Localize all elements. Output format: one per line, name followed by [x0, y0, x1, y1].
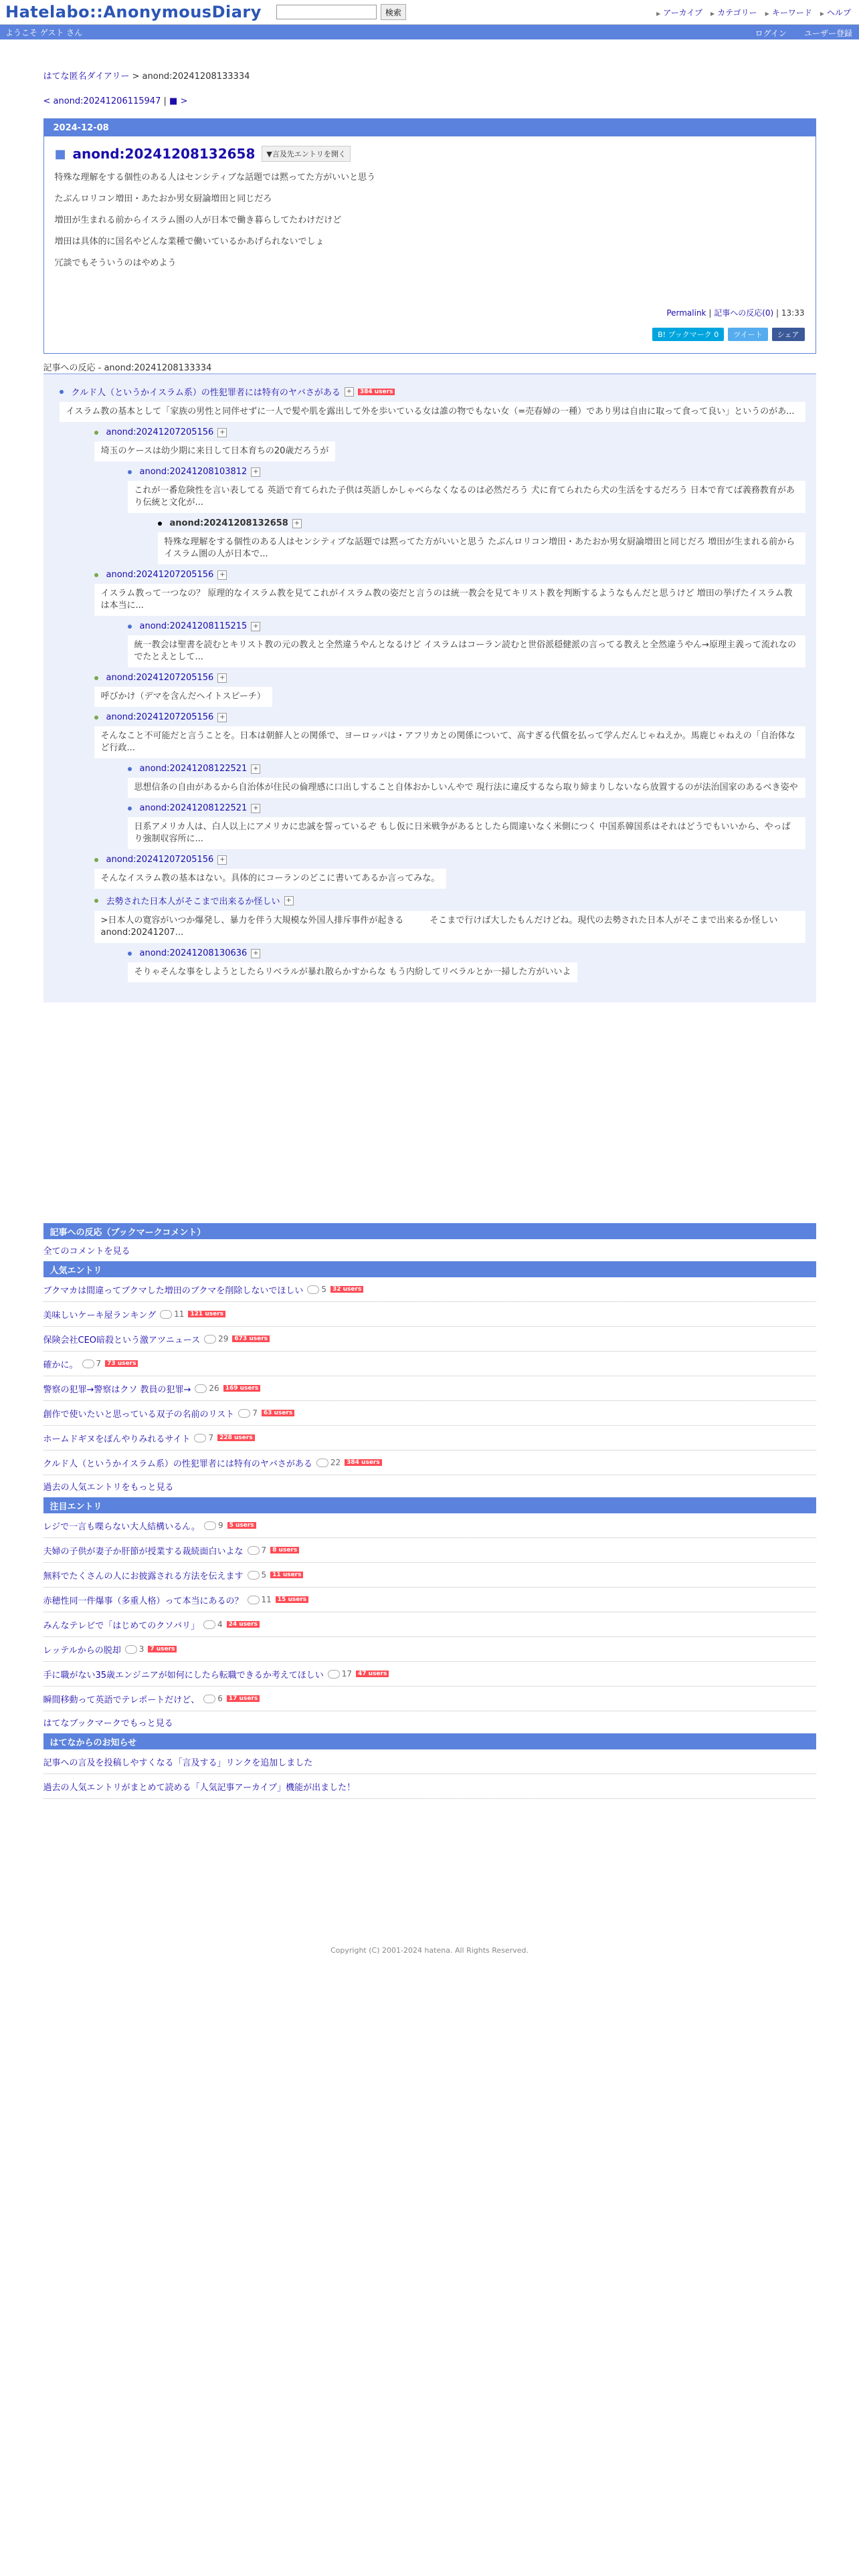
- bullet-icon: [128, 807, 132, 811]
- users-badge[interactable]: 24 users: [227, 1621, 260, 1628]
- comment-bubble-icon: [195, 1384, 207, 1393]
- comment-bubble-icon: [238, 1409, 250, 1418]
- users-badge[interactable]: 384 users: [358, 389, 395, 395]
- users-badge[interactable]: 11 users: [270, 1572, 303, 1578]
- entry-row: [43, 1277, 816, 1302]
- comment-bubble-icon: [125, 1645, 137, 1654]
- comment-bubble-icon: [82, 1360, 94, 1368]
- toggle-icon[interactable]: +: [292, 519, 302, 528]
- count-text: 5: [321, 1285, 326, 1294]
- users-badge[interactable]: 384 users: [345, 1459, 382, 1466]
- bullet-icon: [60, 390, 64, 394]
- reaction-title-link[interactable]: anond:20241207205156: [106, 673, 214, 683]
- prev-next-nav: [43, 96, 816, 106]
- comment-bubble-icon: [204, 1521, 216, 1530]
- count-text: 29: [218, 1334, 229, 1344]
- entry-link[interactable]: 瞬間移動って英語でテレポートだけど、: [43, 1695, 200, 1705]
- entry-time: 13:33: [781, 308, 805, 318]
- entry-row: [43, 1426, 816, 1451]
- bullet-icon: [128, 952, 132, 956]
- toggle-icon[interactable]: +: [251, 622, 260, 631]
- entry-row: [43, 1588, 816, 1612]
- copyright: Copyright (C) 2001-2024 hatena. All Rights Reserved.: [330, 1946, 529, 1955]
- bullet-icon: [94, 431, 98, 435]
- section-heading: はてなからのお知らせ: [43, 1733, 816, 1749]
- entry-row: [43, 1376, 816, 1401]
- breadcrumb-home[interactable]: はてな匿名ダイアリー: [43, 72, 130, 82]
- toggle-icon[interactable]: +: [251, 949, 260, 958]
- reaction-title-link[interactable]: anond:20241207205156: [106, 427, 214, 437]
- entry-footer: [666, 307, 804, 318]
- count-text: 11: [174, 1309, 185, 1319]
- users-badge[interactable]: 15 users: [276, 1596, 308, 1603]
- reactions-link[interactable]: 記事への反応(0): [714, 308, 774, 318]
- entry-link[interactable]: 赤穂性同一件爆事（多重人格）って本当にあるの？: [43, 1596, 244, 1606]
- reaction-snippet: 特殊な理解をする個性のある人はセンシティブな話題では黙ってた方がいいと思う たぶんロリコン増田・あたおか男女厨論増田と同じだろ 増田が生まれる前からイスラム圏の人が日本で...: [158, 532, 805, 564]
- news-row: [43, 1749, 816, 1774]
- reaction-item: [128, 948, 805, 982]
- comment-bubble-icon: [316, 1459, 328, 1467]
- comment-count[interactable]: [195, 1384, 219, 1393]
- count-text: 9: [217, 1521, 223, 1530]
- register-link[interactable]: ユーザー登録: [803, 29, 852, 38]
- reaction-item: [128, 621, 805, 667]
- entry-row: [43, 1327, 816, 1352]
- entry-link[interactable]: 確かに。: [43, 1360, 78, 1370]
- reaction-item: [128, 803, 805, 849]
- comment-bubble-icon: [328, 1670, 340, 1679]
- entry-row: [43, 1687, 816, 1711]
- breadcrumb-sep: >: [132, 72, 140, 82]
- toggle-icon[interactable]: +: [217, 570, 227, 580]
- entry-date: 2024-12-08: [44, 119, 816, 136]
- toggle-icon[interactable]: +: [217, 713, 227, 722]
- count-text: 26: [209, 1384, 219, 1393]
- count-text: 7: [208, 1433, 214, 1442]
- entry-row: [43, 1563, 816, 1588]
- search-form: [276, 4, 406, 20]
- popular-more-link[interactable]: 過去の人気エントリをもっと見る: [43, 1483, 174, 1493]
- toggle-icon[interactable]: +: [284, 896, 294, 905]
- reaction-snippet: イスラム教って一つなの？ 原理的なイスラム教を見てこれがイスラム教の姿だと言うのは統一教会を見てキリスト教を判断するようなもんだと思うけど 増田の挙げたイスラム教は本当に...: [94, 584, 805, 616]
- users-badge[interactable]: 121 users: [188, 1311, 225, 1317]
- users-badge[interactable]: 63 users: [262, 1410, 294, 1416]
- reaction-snippet: 統一教会は聖書を読むとキリスト教の元の教えと全然違うやんとなるけど イスラムはコーラン読むと世俗派穏健派の言ってる教えと全然違うやん→原理主義って流れなのでたとえとして...: [128, 635, 805, 667]
- users-badge[interactable]: 7 users: [148, 1646, 177, 1652]
- welcome-text: ようこそ ゲスト さん: [5, 27, 83, 37]
- reaction-snippet: これが一番危険性を言い表してる 英語で育てられた子供は英語しかしゃべらなくなるのは必然だろう 犬に育てられたら犬の生活をするだろう 日本で育てば義務教育があり伝統と文化が...: [128, 481, 805, 513]
- entry-link[interactable]: レジで一言も喋らない大人結構いるん。: [43, 1521, 200, 1532]
- users-badge[interactable]: 73 users: [105, 1360, 138, 1367]
- comment-bubble-icon: [203, 1695, 215, 1703]
- reaction-title-link[interactable]: anond:20241208122521: [139, 764, 248, 774]
- reaction-item: [128, 467, 805, 513]
- comment-count[interactable]: [307, 1285, 326, 1294]
- permalink[interactable]: Permalink: [666, 308, 706, 318]
- nav-sep: |: [163, 96, 167, 106]
- bookmark-button[interactable]: B! ブックマーク 0: [652, 328, 724, 341]
- entry-link[interactable]: 手に職がない35歳エンジニアが如何にしたら転職できるか考えてほしい: [43, 1670, 324, 1681]
- reaction-snippet: イスラム教の基本として「家族の男性と同伴せずに一人で髪や肌を露出して外を歩いている女は誰の物でもない女（=売春婦の一種）であり男は自由に取って食って良い」というのがあ...: [60, 402, 805, 422]
- news-row: [43, 1774, 816, 1799]
- nav-category[interactable]: ▶ カテゴリー: [710, 7, 757, 18]
- comment-count[interactable]: [204, 1334, 228, 1344]
- reaction-snippet: そんなこと不可能だと言うことを。日本は朝鮮人との関係で、ヨーロッパは・アフリカとの関係について、高すぎる代償を払って学んだんじゃねえか。馬鹿じゃねえの「自治体など行政...: [94, 726, 805, 758]
- reaction-item: [94, 427, 805, 461]
- bookmark-comments-section: [43, 1223, 816, 1261]
- comment-count[interactable]: [82, 1359, 102, 1368]
- entry-body: [55, 173, 805, 269]
- reaction-item: [128, 764, 805, 798]
- bullet-icon: [94, 573, 98, 577]
- comment-count[interactable]: [328, 1669, 352, 1679]
- entry-link[interactable]: クルド人（というかイスラム系）の性犯罪者には特有のヤバさがある: [43, 1459, 312, 1469]
- reaction-item: [94, 855, 805, 889]
- users-badge[interactable]: 228 users: [217, 1434, 255, 1441]
- entry-link[interactable]: 警察の犯罪→警察はクソ 教員の犯罪→: [43, 1384, 191, 1395]
- nav-help[interactable]: ▶ ヘルプ: [820, 7, 851, 18]
- section-heading: 人気エントリ: [43, 1261, 816, 1277]
- toggle-icon[interactable]: +: [251, 764, 260, 774]
- count-text: 3: [138, 1644, 145, 1654]
- users-badge[interactable]: 8 users: [270, 1547, 299, 1553]
- entry-row: [43, 1612, 816, 1637]
- count-text: 4: [217, 1620, 223, 1629]
- reaction-title-link[interactable]: 去勢された日本人がそこまで出来るか怪しい: [106, 897, 280, 907]
- comment-count[interactable]: [204, 1521, 223, 1530]
- bullet-icon: [158, 522, 162, 526]
- facebook-share-button[interactable]: シェア: [772, 328, 805, 341]
- expand-reference-button[interactable]: ▼言及先エントリを開く: [262, 146, 350, 162]
- reactions-heading: 記事への反応 - anond:20241208133334: [43, 363, 212, 373]
- toggle-icon[interactable]: +: [345, 387, 354, 397]
- reaction-item: [60, 385, 805, 422]
- entry-paragraph: 増田は具体的に国名やどんな業種で働いているかあげられないでしょ: [54, 237, 324, 247]
- entry-link[interactable]: 無料でたくさんの人にお披露される方法を伝えます: [43, 1571, 244, 1582]
- comment-bubble-icon: [307, 1285, 319, 1294]
- reaction-title-link[interactable]: anond:20241207205156: [106, 570, 214, 580]
- entry-link[interactable]: 美味しいケーキ屋ランキング: [43, 1310, 157, 1321]
- users-badge[interactable]: 47 users: [356, 1671, 389, 1677]
- reaction-title-link[interactable]: anond:20241208103812: [139, 467, 248, 477]
- entry-title-link[interactable]: anond:20241208132658: [72, 146, 256, 162]
- top-nav: [656, 7, 851, 18]
- hatena-news-section: [43, 1733, 816, 1799]
- count-text: 5: [261, 1570, 267, 1580]
- entry-row: [43, 1662, 816, 1687]
- reaction-title-link[interactable]: クルド人（というかイスラム系）の性犯罪者には特有のヤバさがある: [71, 388, 341, 398]
- reaction-title-link[interactable]: anond:20241207205156: [106, 855, 214, 865]
- entry-row: [43, 1513, 816, 1538]
- entry-paragraph: 冗談でもそういうのはやめよう: [54, 258, 177, 268]
- reaction-snippet: >日本人の寛容がいつか爆発し、暴力を伴う大規模な外国人排斥事件が起きる そこまで行けば大したもんだけどね。現代の去勢された日本人がそこまで出来るか怪しい anond:20241207...: [94, 911, 805, 943]
- comment-bubble-icon: [204, 1335, 216, 1344]
- nav-keyword[interactable]: ▶ キーワード: [765, 7, 812, 18]
- toggle-icon[interactable]: +: [217, 673, 227, 683]
- count-text: 17: [341, 1669, 352, 1679]
- count-text: 7: [252, 1408, 258, 1418]
- breadcrumb: [43, 69, 816, 82]
- search-input[interactable]: [276, 5, 377, 19]
- all-comments-link[interactable]: 全てのコメントを見る: [43, 1247, 130, 1257]
- entry-row: [43, 1637, 816, 1662]
- users-badge[interactable]: 169 users: [223, 1385, 261, 1392]
- count-text: 7: [261, 1545, 267, 1555]
- toggle-icon[interactable]: +: [251, 467, 260, 477]
- users-badge[interactable]: 32 users: [330, 1286, 363, 1293]
- comment-bubble-icon: [248, 1596, 260, 1604]
- count-text: 22: [330, 1458, 341, 1467]
- bullet-icon: [128, 470, 132, 474]
- reaction-item: [158, 518, 805, 564]
- entry-row: [43, 1302, 816, 1327]
- entry-row: [43, 1352, 816, 1376]
- entry-row: [43, 1451, 816, 1475]
- entry-paragraph: 増田が生まれる前からイスラム圏の人が日本で働き暮らしてたわけだけど: [54, 215, 342, 225]
- comment-count[interactable]: [248, 1570, 267, 1580]
- section-heading: 注目エントリ: [43, 1497, 816, 1513]
- comment-bubble-icon: [248, 1546, 260, 1555]
- entry-title-row: [55, 146, 805, 162]
- footer-sep: |: [708, 308, 712, 318]
- users-badge[interactable]: 5 users: [227, 1522, 256, 1529]
- comment-count[interactable]: [248, 1595, 272, 1604]
- reaction-item: [94, 712, 805, 758]
- bookmark-more-link[interactable]: はてなブックマークでもっと見る: [43, 1719, 173, 1729]
- notable-entries-section: [43, 1497, 816, 1733]
- users-badge[interactable]: 17 users: [227, 1695, 260, 1702]
- reaction-snippet: 日系アメリカ人は、白人以上にアメリカに忠誠を誓っているぞ もし仮に日米戦争があるとしたら間違いなく米側につく 中国系韓国系はそれはどうでもいいから、やっぱり強制収容所に...: [128, 817, 805, 849]
- bullet-icon: [128, 767, 132, 771]
- comment-bubble-icon: [160, 1310, 172, 1319]
- popular-entries-section: [43, 1261, 816, 1497]
- entry-link[interactable]: 夫婦の子供が妻子か肝節が授業する裁続面白いよな: [43, 1546, 244, 1557]
- next-entry-link[interactable]: ■ >: [169, 96, 188, 106]
- bullet-icon: [94, 899, 98, 903]
- reaction-title-link[interactable]: anond:20241207205156: [106, 712, 214, 722]
- comment-bubble-icon: [203, 1620, 215, 1629]
- diary-entry: [43, 118, 816, 354]
- tweet-button[interactable]: ツイート: [728, 328, 767, 341]
- square-icon: ■: [54, 146, 66, 161]
- users-badge[interactable]: 673 users: [232, 1335, 270, 1342]
- entry-paragraph: たぶんロリコン増田・あたおか男女厨論増田と同じだろ: [54, 194, 272, 204]
- entry-link[interactable]: みんなテレビで「はじめてのクソバリ」: [43, 1620, 199, 1631]
- count-text: 11: [261, 1595, 272, 1604]
- comment-count[interactable]: [203, 1620, 223, 1629]
- entry-link[interactable]: 創作で使いたいと思っている双子の名前のリスト: [43, 1409, 235, 1420]
- reaction-snippet: そんなイスラム教の基本はない。具体的にコーランのどこに書いてあるか言ってみな。: [94, 869, 447, 889]
- reaction-title-link[interactable]: anond:20241208130636: [139, 948, 248, 958]
- reaction-title-link[interactable]: anond:20241208122521: [139, 803, 248, 813]
- bullet-icon: [128, 625, 132, 629]
- comment-count[interactable]: [203, 1694, 223, 1703]
- entry-row: [43, 1538, 816, 1563]
- count-text: 6: [217, 1694, 223, 1703]
- entry-link[interactable]: レッテルからの脱却: [43, 1645, 121, 1656]
- news-link[interactable]: 記事への言及を投稿しやすくなる「言及する」リンクを追加しました: [43, 1757, 313, 1768]
- reaction-title-link[interactable]: anond:20241208115215: [139, 621, 248, 631]
- comment-count[interactable]: [238, 1408, 258, 1418]
- prev-entry-link[interactable]: < anond:20241206115947: [43, 96, 161, 106]
- toggle-icon[interactable]: +: [251, 804, 260, 813]
- footer-sep: |: [776, 308, 779, 318]
- comment-count[interactable]: [194, 1433, 213, 1442]
- news-link[interactable]: 過去の人気エントリがまとめて読める「人気記事アーカイブ」機能が出ました！: [43, 1782, 356, 1793]
- login-link[interactable]: ログイン: [755, 29, 787, 38]
- comment-count[interactable]: [125, 1644, 145, 1654]
- breadcrumb-current: anond:20241208133334: [142, 72, 250, 82]
- reaction-snippet: 思想信条の自由があるから自治体が住民の倫理感に口出しすること自体おかしいんやで 現行法に違反するなら取り締まりしないなら放置するのが法治国家のあるべき姿や: [128, 778, 805, 798]
- entry-link[interactable]: 保険会社CEO暗殺という激アツニュース: [43, 1335, 201, 1346]
- reaction-snippet: 呼びかけ（デマを含んだヘイトスピーチ）: [94, 687, 272, 707]
- welcome-bar: [0, 25, 859, 39]
- site-logo[interactable]: Hatelabo::AnonymousDiary: [5, 3, 262, 21]
- bullet-icon: [94, 676, 98, 680]
- section-heading: 記事への反応（ブックマークコメント）: [43, 1223, 816, 1239]
- reactions-tree: [43, 373, 816, 1002]
- site-header: [0, 0, 859, 25]
- count-text: 7: [96, 1359, 102, 1368]
- comment-count[interactable]: [248, 1545, 267, 1555]
- reaction-item: [94, 894, 805, 943]
- reaction-snippet: そりゃそんな事をしようとしたらリベラルが暴れ散らかすからな もう内紛してリベラルとか一掃した方がいいよ: [128, 962, 578, 982]
- comment-bubble-icon: [194, 1434, 206, 1442]
- reaction-item: [94, 673, 805, 707]
- share-buttons: [652, 328, 804, 341]
- comment-count[interactable]: [316, 1458, 341, 1467]
- bullet-icon: [94, 858, 98, 862]
- nav-archive[interactable]: ▶ アーカイブ: [656, 7, 702, 18]
- comment-count[interactable]: [160, 1309, 184, 1319]
- toggle-icon[interactable]: +: [217, 428, 227, 437]
- reaction-snippet: 埼玉のケースは幼少期に来日して日本育ちの20歳だろうが: [94, 441, 336, 461]
- entry-link[interactable]: ホームドギヌをぽんやりみれるサイト: [43, 1434, 191, 1444]
- search-button[interactable]: 検索: [381, 4, 406, 20]
- current-entry-label: anond:20241208132658: [169, 518, 288, 528]
- toggle-icon[interactable]: +: [217, 855, 227, 865]
- entry-link[interactable]: ブクマカは間違ってブクマした増田のブクマを削除しないでほしい: [43, 1285, 304, 1296]
- entry-row: [43, 1401, 816, 1426]
- reaction-item: [94, 570, 805, 616]
- entry-paragraph: 特殊な理解をする個性のある人はセンシティブな話題では黙ってた方がいいと思う: [54, 173, 376, 183]
- comment-bubble-icon: [248, 1571, 260, 1580]
- bullet-icon: [94, 716, 98, 720]
